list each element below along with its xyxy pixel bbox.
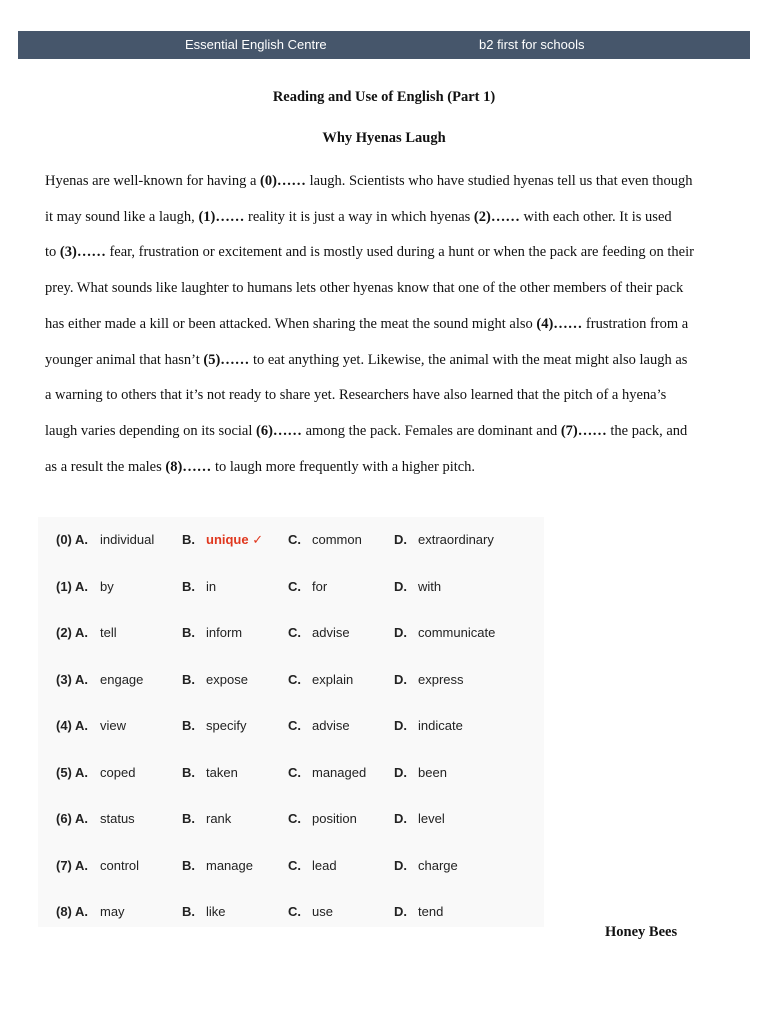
option-c: managed — [312, 765, 367, 780]
option-d-label: D. — [394, 904, 407, 919]
passage-segment: fear, frustration or excitement and is mostly used during a hunt or when the pack are feeding on their — [105, 244, 694, 261]
option-c: lead — [312, 858, 337, 873]
option-b-label: B. — [182, 672, 195, 687]
question-number: (6) A. — [56, 811, 89, 826]
option-row — [38, 579, 544, 599]
question-number: (0) A. — [56, 532, 89, 547]
option-a: may — [100, 904, 125, 919]
option-c-label: C. — [288, 811, 301, 826]
option-d-label: D. — [394, 579, 407, 594]
passage-segment: frustration from a — [582, 315, 689, 332]
option-c-label: C. — [288, 858, 301, 873]
option-d: express — [418, 672, 464, 687]
passage-segment: to — [45, 244, 60, 261]
passage-line — [45, 343, 725, 379]
next-passage-title: Honey Bees — [605, 924, 678, 940]
option-b-label: B. — [182, 858, 195, 873]
option-b-label: B. — [182, 532, 195, 547]
option-b-label: B. — [182, 718, 195, 733]
option-a: individual — [100, 532, 155, 547]
option-a: by — [100, 579, 114, 594]
question-number: (8) A. — [56, 904, 89, 919]
passage-line — [45, 414, 725, 450]
option-d: charge — [418, 858, 458, 873]
passage-segment: to eat anything yet. Likewise, the animal with the meat might also laugh as — [249, 351, 688, 368]
option-d: been — [418, 765, 447, 780]
passage-segment: as a result the males — [45, 458, 166, 475]
option-b: like — [206, 904, 226, 919]
passage-line — [45, 164, 725, 200]
option-d-label: D. — [394, 858, 407, 873]
passage-segment: a warning to others that it’s not ready to share yet. Researchers have also learned that the pitch of a hyena’s — [45, 387, 667, 404]
passage-segment: among the pack. Females are dominant and — [301, 422, 561, 439]
option-d-label: D. — [394, 811, 407, 826]
gap-marker: (8)…… — [165, 458, 212, 475]
passage-segment: to laugh more frequently with a higher pitch. — [211, 458, 476, 475]
option-a: engage — [100, 672, 144, 687]
option-c-label: C. — [288, 532, 301, 547]
option-a: tell — [100, 625, 117, 640]
passage-title: Why Hyenas Laugh — [322, 130, 446, 146]
passage-segment: it may sound like a laugh, — [45, 208, 199, 225]
option-b: rank — [206, 811, 232, 826]
option-d: with — [418, 579, 442, 594]
option-c: advise — [312, 625, 350, 640]
passage-segment: with each other. It is used — [519, 208, 672, 225]
option-d-label: D. — [394, 672, 407, 687]
option-b-label: B. — [182, 904, 195, 919]
passage-segment: laugh. Scientists who have studied hyenas tell us that even though — [305, 173, 693, 189]
option-c: common — [312, 532, 362, 547]
gap-marker: (0)…… — [260, 173, 306, 189]
option-b: inform — [206, 625, 243, 640]
gap-marker: (5)…… — [203, 351, 250, 368]
question-number: (3) A. — [56, 672, 89, 687]
question-number: (5) A. — [56, 765, 89, 780]
passage-segment: reality it is just a way in which hyenas — [244, 208, 474, 225]
passage-segment: Hyenas are well-known for having a — [45, 173, 261, 189]
option-c-label: C. — [288, 904, 301, 919]
option-b: unique ✓ — [206, 532, 264, 547]
header-bar — [18, 31, 750, 59]
option-row — [38, 718, 544, 738]
option-b-label: B. — [182, 811, 195, 826]
option-d-label: D. — [394, 625, 407, 640]
passage-line — [45, 235, 725, 271]
option-row — [38, 672, 544, 692]
option-a: control — [100, 858, 140, 873]
gap-marker: (6)…… — [256, 422, 302, 439]
centre-name: Essential English Centre — [185, 37, 327, 52]
passage-segment: younger animal that hasn’t — [45, 351, 204, 368]
option-b: in — [206, 579, 217, 594]
option-c: position — [312, 811, 357, 826]
option-row — [38, 811, 544, 831]
option-row — [38, 904, 544, 924]
passage-segment: has either made a kill or been attacked. When sharing the meat the sound might also — [45, 315, 537, 332]
option-row — [38, 765, 544, 785]
option-c-label: C. — [288, 765, 301, 780]
option-c: explain — [312, 672, 354, 687]
option-c: advise — [312, 718, 350, 733]
option-d: extraordinary — [418, 532, 494, 547]
passage-line — [45, 378, 725, 414]
question-number: (7) A. — [56, 858, 89, 873]
option-d: indicate — [418, 718, 463, 733]
answer-options-table — [38, 517, 544, 927]
option-c: for — [312, 579, 328, 594]
option-b: specify — [206, 718, 247, 733]
option-d: communicate — [418, 625, 496, 640]
gap-marker: (2)…… — [473, 208, 520, 225]
question-number: (4) A. — [56, 718, 89, 733]
passage-segment: the pack, and — [606, 422, 688, 439]
option-a: status — [100, 811, 135, 826]
option-row — [38, 625, 544, 645]
option-b: expose — [206, 672, 248, 687]
passage-segment: prey. What sounds like laughter to humans lets other hyenas know that one of the other members of their pack — [45, 280, 684, 297]
passage-segment: laugh varies depending on its social — [45, 422, 257, 439]
gap-marker: (4)…… — [536, 315, 583, 332]
option-b-label: B. — [182, 579, 195, 594]
passage-line — [45, 271, 725, 307]
option-c-label: C. — [288, 625, 301, 640]
question-number: (2) A. — [56, 625, 89, 640]
option-b: manage — [206, 858, 253, 873]
option-b: taken — [206, 765, 238, 780]
option-d-label: D. — [394, 718, 407, 733]
passage-line — [45, 450, 725, 486]
option-a: coped — [100, 765, 136, 780]
passage-text — [45, 164, 725, 485]
option-row — [38, 858, 544, 878]
course-name: b2 first for schools — [479, 37, 585, 52]
option-b-label: B. — [182, 765, 195, 780]
passage-line — [45, 200, 725, 236]
option-c-label: C. — [288, 579, 301, 594]
option-d: tend — [418, 904, 444, 919]
question-number: (1) A. — [56, 579, 89, 594]
option-d-label: D. — [394, 532, 407, 547]
gap-marker: (7)…… — [560, 422, 607, 439]
option-d: level — [418, 811, 445, 826]
option-c: use — [312, 904, 333, 919]
option-c-label: C. — [288, 672, 301, 687]
section-title: Reading and Use of English (Part 1) — [272, 89, 496, 105]
passage-line — [45, 307, 725, 343]
option-d-label: D. — [394, 765, 407, 780]
gap-marker: (3)…… — [59, 244, 106, 261]
option-row — [38, 532, 544, 552]
gap-marker: (1)…… — [198, 208, 245, 225]
option-c-label: C. — [288, 718, 301, 733]
option-a: view — [100, 718, 127, 733]
option-b-label: B. — [182, 625, 195, 640]
